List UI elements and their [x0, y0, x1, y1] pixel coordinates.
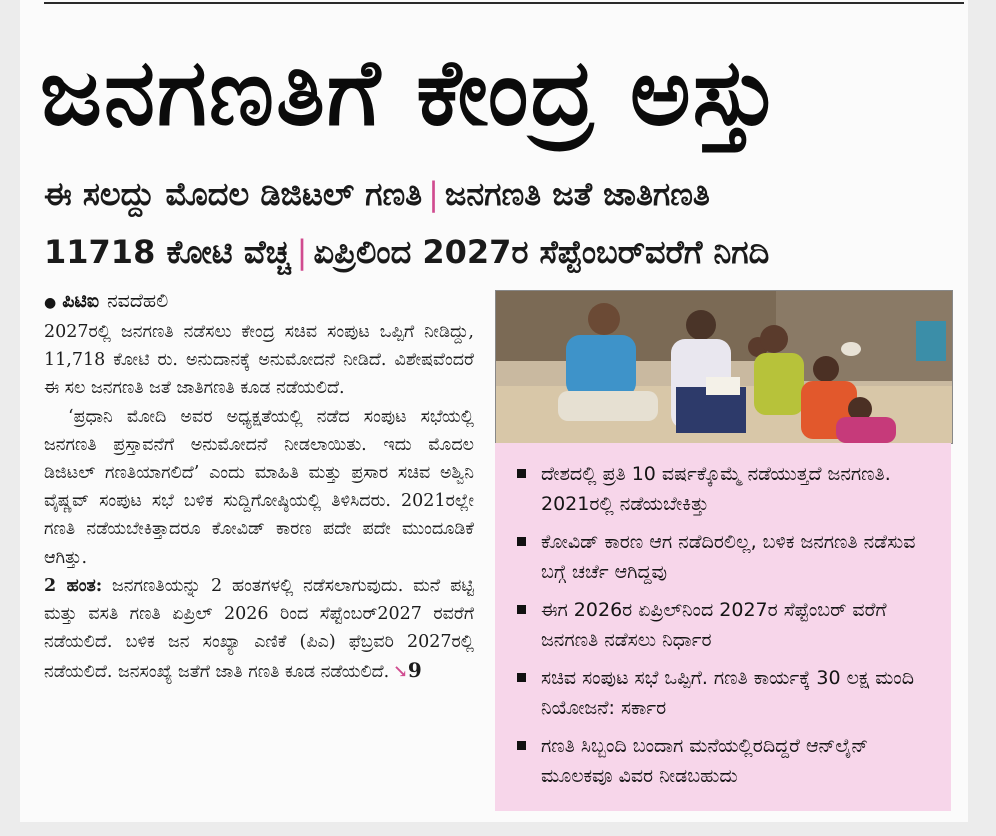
photo-illustration	[496, 291, 952, 443]
byline	[44, 286, 168, 316]
fact-item	[517, 459, 937, 519]
fact-item	[517, 731, 937, 791]
article-paragraph: 2027ರಲ್ಲಿ ಜನಗಣತಿ ನಡೆಸಲು ಕೇಂದ್ರ ಸಚಿವ ಸಂಪುಟ ಒಪ್ಪಿಗೆ ನೀಡಿದ್ದು, 11,718 ಕೋಟಿ ರು. ಅನುದಾನಕ್ಕೆ ಅನುಮೋದನೆ ನೀಡಿದೆ. ವಿಶೇಷವೆಂದರೆ ಈ ಸಲ ಜನಗಣತಿ ಜತೆ ಜಾತಿಗಣತಿ ಕೂಡ ನಡೆಯಲಿದೆ.	[44, 322, 474, 399]
subheadline-1a: ಈ ಸಲದ್ದು ಮೊದಲ ಡಿಜಿಟಲ್ ಗಣತಿ	[44, 175, 423, 213]
section-lead: 2 ಹಂತ:	[44, 575, 103, 596]
square-bullet-icon	[517, 741, 526, 750]
continued-page-number[interactable]: 9	[407, 658, 422, 683]
separator: |	[296, 233, 308, 271]
subheadline-1	[44, 168, 964, 220]
square-bullet-icon	[517, 605, 526, 614]
fact-box	[495, 443, 951, 811]
headline: ಜನಗಣತಿಗೆ ಕೇಂದ್ರ ಅಸ್ತು	[40, 39, 781, 146]
square-bullet-icon	[517, 469, 526, 478]
byline-agency: ಪಿಟಿಐ	[62, 290, 100, 312]
fact-text: ದೇಶದಲ್ಲಿ ಪ್ರತಿ 10 ವರ್ಷಕ್ಕೊಮ್ಮೆ ನಡೆಯುತ್ತದೆ ಜನಗಣತಿ. 2021ರಲ್ಲಿ ನಡೆಯಬೇಕಿತ್ತು	[541, 463, 891, 515]
fact-item	[517, 527, 937, 587]
fact-text: ಸಚಿವ ಸಂಪುಟ ಸಭೆ ಒಪ್ಪಿಗೆ. ಗಣತಿ ಕಾರ್ಯಕ್ಕೆ 30 ಲಕ್ಷ ಮಂದಿ ನಿಯೋಜನೆ: ಸರ್ಕಾರ	[541, 667, 914, 719]
fact-item	[517, 595, 937, 655]
news-photo	[495, 290, 953, 444]
fact-item	[517, 663, 937, 723]
fact-text: ಗಣತಿ ಸಿಬ್ಬಂದಿ ಬಂದಾಗ ಮನೆಯಲ್ಲಿರದಿದ್ದರೆ ಆನ್‌ಲೈನ್ ಮೂಲಕವೂ ವಿವರ ನೀಡಬಹುದು	[541, 735, 869, 787]
square-bullet-icon	[517, 673, 526, 682]
article-body	[44, 318, 474, 818]
top-rule	[44, 2, 964, 4]
separator: |	[428, 175, 439, 213]
subheadline-2	[44, 226, 964, 278]
subheadline-2a: 11718 ಕೋಟಿ ವೆಚ್ಚ	[44, 233, 291, 271]
fact-text: ಕೋವಿಡ್ ಕಾರಣ ಆಗ ನಡೆದಿರಲಿಲ್ಲ, ಬಳಿಕ ಜನಗಣತಿ ನಡೆಸುವ ಬಗ್ಗೆ ಚರ್ಚೆ ಆಗಿದ್ದವು	[541, 531, 916, 583]
paragraph-text: ಜನಗಣತಿಯನ್ನು 2 ಹಂತಗಳಲ್ಲಿ ನಡೆಸಲಾಗುವುದು. ಮನೆ ಪಟ್ಟಿ ಮತ್ತು ವಸತಿ ಗಣತಿ ಏಪ್ರಿಲ್ 2026 ರಿಂದ ಸೆಪ್ಟೆಂಬರ್2027 ರವರೆಗೆ ನಡೆಯಲಿದೆ. ಬಳಿಕ ಜನ ಸಂಖ್ಯಾ ಎಣಿಕೆ (ಪಿಎ) ಫೆಬ್ರವರಿ 2027ರಲ್ಲಿ ನಡೆಯಲಿದೆ. ಜನಸಂಖ್ಯೆ ಜತೆಗೆ ಜಾತಿ ಗಣತಿ ಕೂಡ ನಡೆಯಲಿದೆ.	[44, 575, 474, 683]
subheadline-1b: ಜನಗಣತಿ ಜತೆ ಜಾತಿಗಣತಿ	[444, 175, 710, 213]
continued-arrow-icon: ↘	[393, 662, 408, 683]
square-bullet-icon	[517, 537, 526, 546]
fact-text: ಈಗ 2026ರ ಏಪ್ರಿಲ್‌ನಿಂದ 2027ರ ಸೆಪ್ಟೆಂಬರ್ ವರೆಗೆ ಜನಗಣತಿ ನಡೆಸಲು ನಿರ್ಧಾರ	[541, 599, 887, 651]
article-paragraph	[44, 572, 474, 687]
byline-place: ನವದೆಹಲಿ	[107, 290, 169, 312]
subheadline-2b: ಏಪ್ರಿಲಿಂದ 2027ರ ಸೆಪ್ಟೆಂಬರ್‌ವರೆಗೆ ನಿಗದಿ	[313, 233, 770, 271]
bullet-icon: ●	[44, 295, 57, 311]
article-paragraph: ‘ಪ್ರಧಾನಿ ಮೋದಿ ಅವರ ಅಧ್ಯಕ್ಷತೆಯಲ್ಲಿ ನಡೆದ ಸಂಪುಟ ಸಭೆಯಲ್ಲಿ ಜನಗಣತಿ ಪ್ರಸ್ತಾವನೆಗೆ ಅನುಮೋದನೆ ನೀಡಲಾಯಿತು. ಇದು ಮೊದಲ ಡಿಜಿಟಲ್ ಗಣತಿಯಾಗಲಿದೆ’ ಎಂದು ಮಾಹಿತಿ ಮತ್ತು ಪ್ರಸಾರ ಸಚಿವ ಅಶ್ವಿನಿ ವೈಷ್ಣವ್ ಸಂಪುಟ ಸಭೆ ಬಳಿಕ ಸುದ್ದಿಗೋಷ್ಠಿಯಲ್ಲಿ ತಿಳಿಸಿದರು. 2021ರಲ್ಲೇ ಗಣತಿ ನಡೆಯಬೇಕಿತ್ತಾದರೂ ಕೋವಿಡ್ ಕಾರಣ ಪದೇ ಪದೇ ಮುಂದೂಡಿಕೆ ಆಗಿತ್ತು.	[44, 406, 474, 568]
